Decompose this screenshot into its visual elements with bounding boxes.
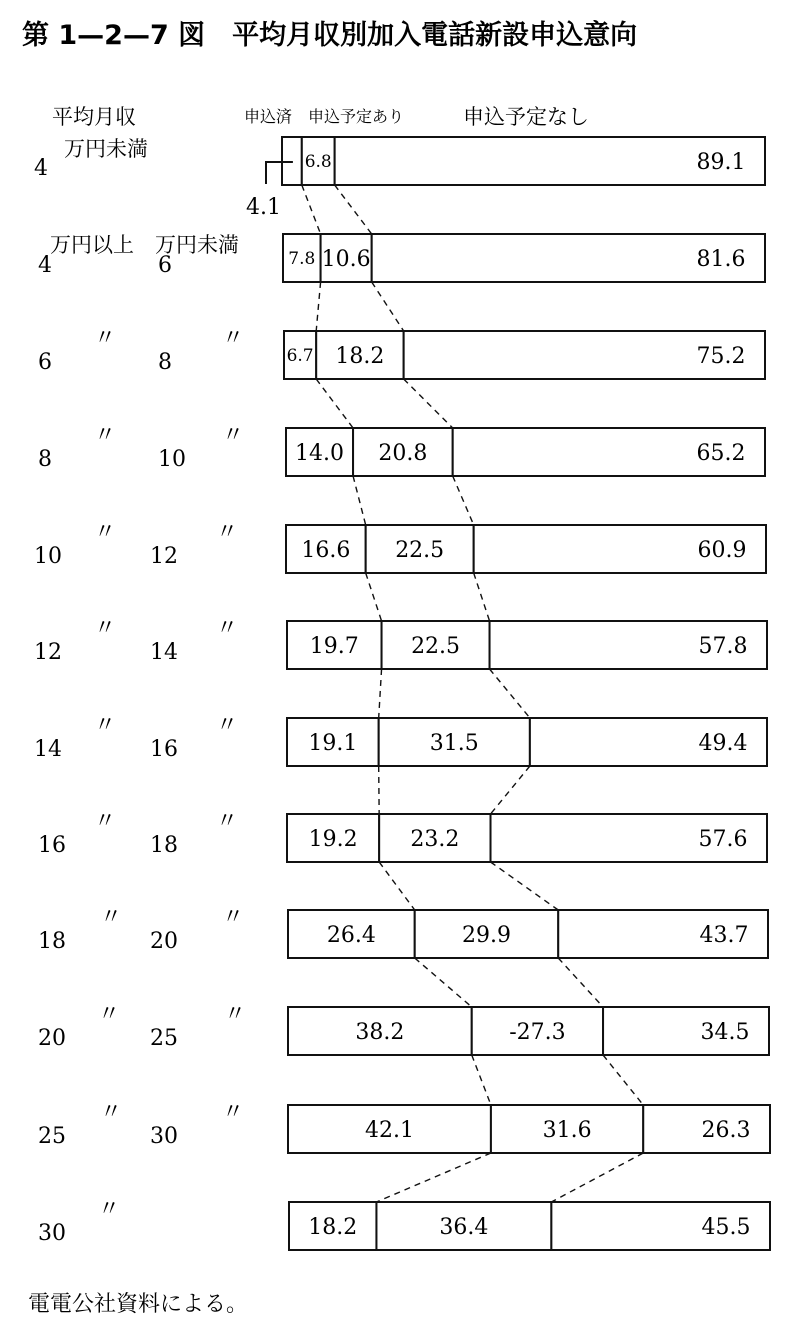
ditto-mark: 〃 (216, 616, 239, 641)
connector-line (491, 766, 530, 814)
category-to-label: 25 (150, 1026, 178, 1051)
data-label: 18.2 (335, 344, 385, 369)
connector-line (491, 862, 559, 910)
connector-line (603, 1055, 643, 1105)
connector-line (472, 1055, 491, 1105)
data-label: 18.2 (308, 1215, 358, 1240)
data-label: 42.1 (364, 1118, 414, 1143)
category-from-label: 8 (38, 447, 52, 472)
connector-line (379, 669, 382, 718)
connector-line (453, 476, 474, 525)
ditto-mark: 〃 (216, 809, 239, 834)
ditto-mark: 〃 (222, 905, 245, 930)
connector-line (335, 185, 372, 234)
legend-series-2: 申込予定あり (308, 107, 405, 126)
category-from-label: 16 (38, 833, 66, 858)
ditto-mark: 〃 (224, 1002, 247, 1027)
data-label: 89.1 (696, 150, 746, 175)
ditto-mark: 〃 (222, 326, 245, 351)
data-label: -27.3 (509, 1020, 566, 1045)
source-note: 電電公社資料による。 (28, 1292, 249, 1317)
data-label: 65.2 (696, 441, 746, 466)
bar-row (34, 713, 767, 766)
data-label: 6.8 (304, 152, 332, 172)
bar-rows (34, 137, 770, 1250)
category-from-label: 4 (38, 253, 52, 278)
connector-line (490, 669, 530, 718)
data-label: 19.1 (308, 731, 358, 756)
ditto-mark: 〃 (98, 1002, 121, 1027)
bar-row (38, 326, 765, 379)
connector-line (316, 282, 320, 331)
data-label: 20.8 (378, 441, 428, 466)
category-from-label: 6 (38, 350, 52, 375)
bar-row (38, 1002, 769, 1055)
category-to-label: 18 (150, 833, 178, 858)
connector-line (372, 282, 404, 331)
chart-title: 第 1—2—7 図 平均月収別加入電話新設申込意向 (22, 20, 638, 51)
legend-series-1: 申込済 (244, 107, 293, 126)
category-to-label: 4 (34, 156, 48, 181)
category-from-label: 18 (38, 929, 66, 954)
ditto-mark: 〃 (94, 520, 117, 545)
data-label: 45.5 (701, 1215, 751, 1240)
row-header-sub-lt: 万円未満 (64, 137, 148, 161)
data-label: 14.0 (295, 441, 345, 466)
data-label: 31.5 (429, 731, 479, 756)
data-label: 57.8 (698, 634, 748, 659)
ditto-mark: 〃 (94, 616, 117, 641)
category-from-label: 14 (34, 737, 62, 762)
annotation-label: 4.1 (246, 195, 281, 220)
ditto-mark: 〃 (94, 713, 117, 738)
bar-row (34, 616, 767, 669)
data-label: 60.9 (697, 538, 747, 563)
data-label: 75.2 (696, 344, 746, 369)
category-to-label: 30 (150, 1124, 178, 1149)
category-from-label: 20 (38, 1026, 66, 1051)
category-to-label: 12 (150, 544, 178, 569)
data-label: 29.9 (461, 923, 511, 948)
connector-line (316, 379, 353, 428)
ditto-mark: 〃 (98, 1197, 121, 1222)
data-label: 26.4 (326, 923, 376, 948)
bar-row (38, 423, 765, 476)
data-label: 7.8 (288, 249, 316, 269)
bar-row (38, 1100, 770, 1153)
connector-line (474, 573, 490, 621)
data-label: 49.4 (698, 731, 748, 756)
connector-line (302, 185, 321, 234)
connector-line (551, 1153, 643, 1202)
ditto-mark: 〃 (216, 713, 239, 738)
data-label: 57.6 (698, 827, 748, 852)
connector-line (404, 379, 453, 428)
row-header: 平均月収 (52, 105, 136, 129)
category-from-label: 10 (34, 544, 62, 569)
ditto-mark: 〃 (94, 326, 117, 351)
data-label: 16.6 (301, 538, 351, 563)
connector-line (379, 862, 415, 910)
data-label: 23.2 (410, 827, 460, 852)
bar-row (38, 1197, 770, 1250)
data-label: 38.2 (355, 1020, 405, 1045)
data-label: 19.7 (309, 634, 359, 659)
connector-line (415, 958, 472, 1007)
data-label: 26.3 (701, 1118, 751, 1143)
ditto-mark: 〃 (94, 423, 117, 448)
data-label: 34.5 (700, 1020, 750, 1045)
category-from-label: 30 (38, 1221, 66, 1246)
ditto-mark: 〃 (222, 423, 245, 448)
category-to-label: 8 (158, 350, 172, 375)
category-to-label: 14 (150, 640, 178, 665)
data-label: 22.5 (411, 634, 461, 659)
ditto-mark: 〃 (100, 905, 123, 930)
ditto-mark: 〃 (216, 520, 239, 545)
data-label: 10.6 (321, 247, 371, 272)
ditto-mark: 〃 (100, 1100, 123, 1125)
data-label: 81.6 (696, 247, 746, 272)
data-label: 31.6 (542, 1118, 592, 1143)
category-from-label: 12 (34, 640, 62, 665)
category-to-label: 10 (158, 447, 186, 472)
legend-series-3: 申込予定なし (463, 105, 589, 129)
category-to-label: 16 (150, 737, 178, 762)
data-label: 22.5 (395, 538, 445, 563)
category-from-label: 25 (38, 1124, 66, 1149)
ditto-mark: 〃 (94, 809, 117, 834)
row-header-sub-range: 万円以上 万円未満 (50, 233, 239, 257)
category-to-label: 6 (158, 253, 172, 278)
connector-line (558, 958, 603, 1007)
data-label: 36.4 (439, 1215, 489, 1240)
connector-line (366, 573, 382, 621)
category-to-label: 20 (150, 929, 178, 954)
data-label: 19.2 (308, 827, 358, 852)
bar-row (38, 809, 767, 862)
ditto-mark: 〃 (222, 1100, 245, 1125)
bar-row (38, 905, 768, 958)
connector-line (376, 1153, 490, 1202)
data-label: 43.7 (699, 923, 749, 948)
bar-row (34, 520, 766, 573)
connector-line (353, 476, 366, 525)
data-label: 6.7 (286, 346, 314, 366)
